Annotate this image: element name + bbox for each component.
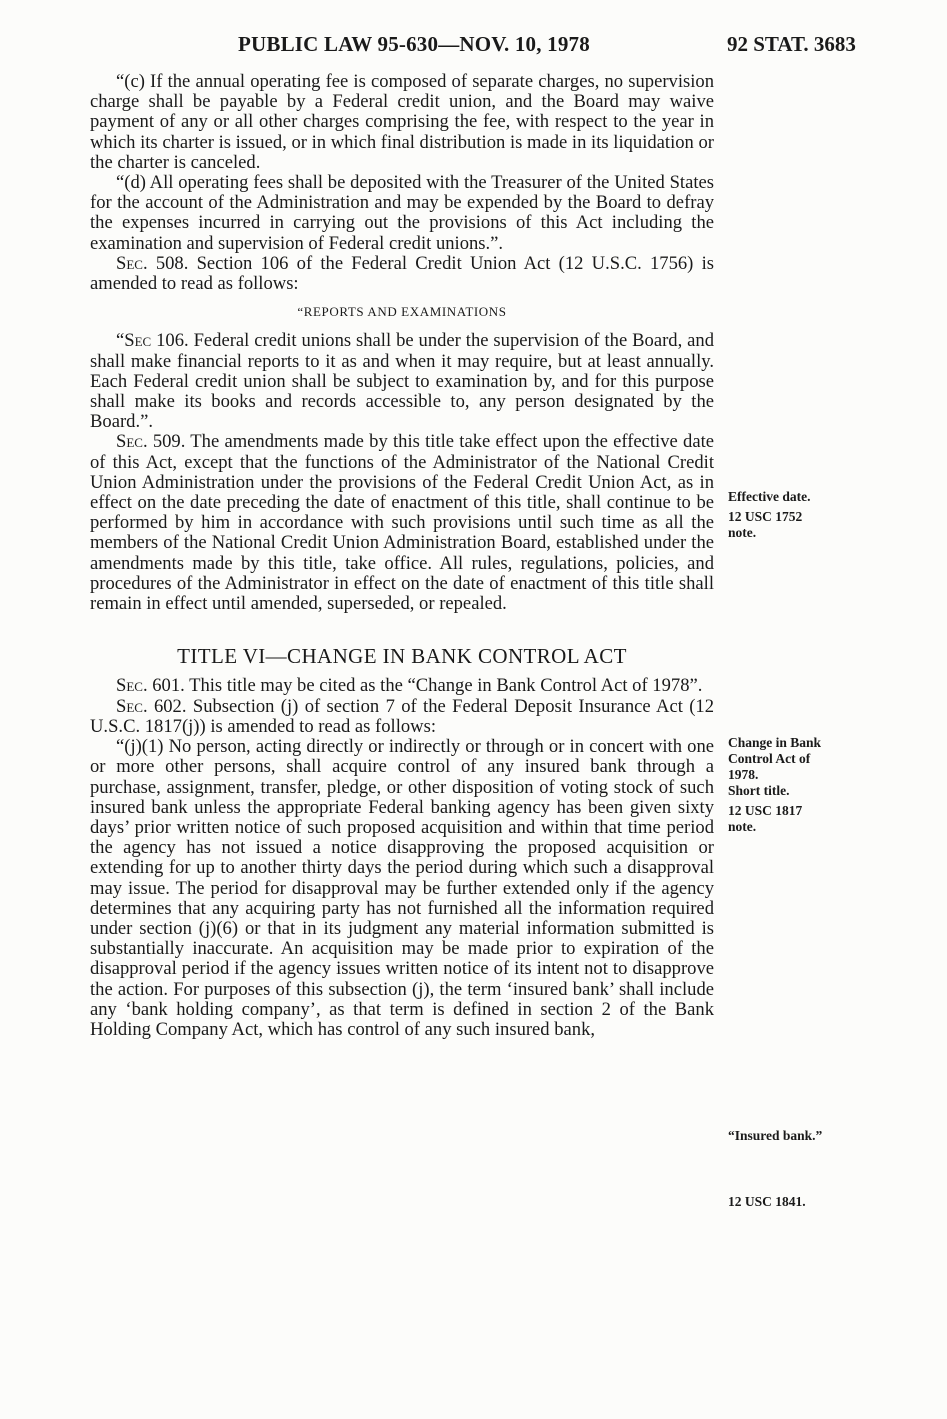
main-text-column (90, 72, 714, 1040)
paragraph-d: “(d) All operating fees shall be deposited with the Treasurer of the United States for the account of the Administration and may be expended by the Board to defray the expenses incurred in carrying out the provisions of this Act including the examination and supervision of Federal credit unions.”. (90, 172, 714, 254)
section-text: The amendments made by this title take effect upon the effective date of this Act, except that the functions of the Administrator of the National Credit Union Administration under the provisions of the Federal Credit Union Act, as in effect on the date preceding the date of enactment of this title, shall continue to be performed by him in accordance with such provisions until such time as all the members of the National Credit Union Administration Board, established under the amendments made by this title, take office. All rules, regulations, policies, and procedures of the Administrator in effect on the date of enactment of this title shall remain in effect until amended, superseded, or repealed. (90, 431, 714, 615)
running-header-title: PUBLIC LAW 95-630—NOV. 10, 1978 (238, 32, 590, 56)
section-text: Subsection (j) of section 7 of the Federal Deposit Insurance Act (12 U.S.C. 1817(j)) is amended to read as follows: (90, 695, 714, 737)
section-text: This title may be cited as the “Change in Bank Control Act of 1978”. (184, 675, 703, 697)
margin-note-effective-date: Effective date. 12 USC 1752 note. (728, 489, 811, 540)
section-106 (90, 331, 714, 432)
section-label: Sec. 509. (116, 431, 186, 453)
section-label: Sec. 508. (116, 252, 189, 274)
section-text: Federal credit unions shall be under the supervision of the Board, and shall make financial reports to it as and when it may require, but at least annually. Each Federal credit union shall be subject to examination by, and for this purpose shall make its books and records accessible to, any person designated by the Board.”. (90, 330, 714, 433)
margin-note-insured-bank: “Insured bank.” (728, 1128, 823, 1143)
section-label: Sec. 602. (116, 695, 187, 717)
section-label: “Sec 106. (116, 330, 189, 352)
section-heading-reports: “REPORTS AND EXAMINATIONS (297, 304, 507, 320)
page-number-stat: 92 STAT. 3683 (727, 32, 856, 56)
paragraph-c: “(c) If the annual operating fee is composed of separate charges, no supervision charge shall be payable by a Federal credit union, and the Board may waive payment of any or all other charges comprising the fee, with respect to the year in which its charter is issued, or in which final distribution is made in its liquidation or the charter is canceled. (90, 71, 714, 173)
section-601 (90, 676, 714, 696)
title-heading: TITLE VI—CHANGE IN BANK CONTROL ACT (177, 644, 627, 669)
section-508 (90, 254, 714, 294)
margin-note-change-in-bank: Change in Bank Control Act of 1978. Short title. 12 USC 1817 note. (728, 735, 822, 834)
margin-note-usc-1841: 12 USC 1841. (728, 1194, 806, 1209)
section-602 (90, 697, 714, 737)
section-509 (90, 432, 714, 614)
paragraph-j1: “(j)(1) No person, acting directly or indirectly or through or in concert with one or more other persons, shall acquire control of any insured bank through a purchase, assignment, transfer, pledge, or other disposition of voting stock of such insured bank unless the appropriate Federal banking agency has been given sixty days’ prior written notice of such proposed acquisition and within that time period the agency has not issued a notice disapproving the proposed acquisition or extending for up to another thirty days the period during which such a disapproval may issue. The period for disapproval may be further extended only if the agency determines that any acquiring party has not furnished all the information required under section (j)(6) or that in its judgment any material information submitted is substantially inaccurate. An acquisition may be made prior to expiration of the disapproval period if the agency issues written notice of its intent not to disapprove the action. For purposes of this subsection (j), the term ‘insured bank’ shall include any ‘bank holding company’, as that term is defined in section 2 of the Bank Holding Company Act, which has control of any such insured bank, (90, 736, 714, 1040)
section-label: Sec. 601. (116, 675, 185, 697)
section-text: Section 106 of the Federal Credit Union Act (12 U.S.C. 1756) is amended to read as follows: (90, 252, 714, 295)
